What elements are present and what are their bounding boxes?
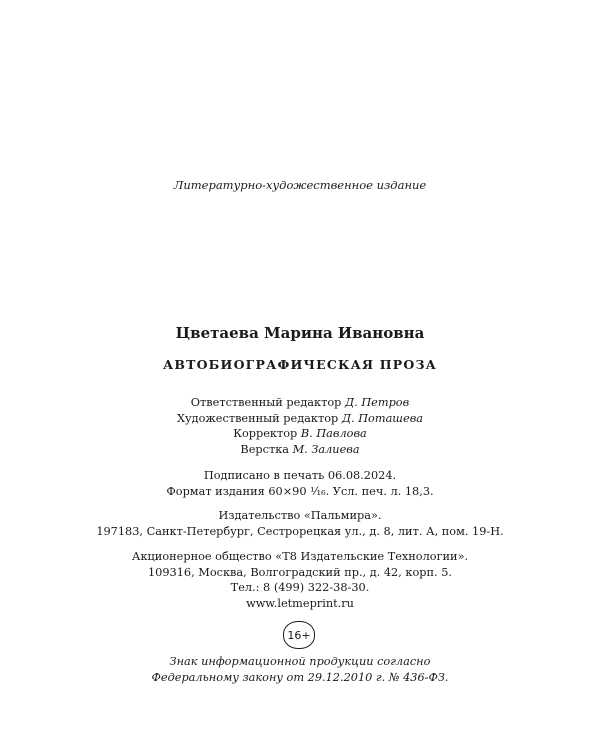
- notice-line: Знак информационной продукции согласно: [169, 655, 431, 668]
- printer-phone: Тел.: 8 (499) 322-38-30.: [230, 581, 370, 594]
- credit-line: Корректор В. Павлова: [233, 427, 367, 440]
- age-rating-badge: 16+: [283, 621, 315, 649]
- info-product-notice: [0, 654, 600, 685]
- publisher-name: Издательство «Пальмира».: [218, 509, 382, 522]
- credit-line: Верстка М. Залиева: [240, 442, 360, 456]
- author-name: Цветаева Марина Ивановна: [175, 324, 425, 342]
- printing-info: [0, 468, 600, 499]
- printer-website: www.letmeprint.ru: [246, 596, 354, 610]
- printer-address: 109316, Москва, Волгоградский пр., д. 42, корп. 5.: [147, 565, 453, 579]
- printer-name: Акционерное общество «Т8 Издательские Технологии».: [131, 550, 469, 563]
- publisher-address: 197183, Санкт-Петербург, Сестрорецкая ул., д. 8, лит. А, пом. 19-Н.: [96, 524, 504, 538]
- publisher-info: [0, 508, 600, 539]
- credits-block: [0, 395, 600, 457]
- genre-label: Литературно-художественное издание: [173, 178, 427, 192]
- printer-info: [0, 549, 600, 611]
- signed-date: Подписано в печать 06.08.2024.: [203, 469, 397, 482]
- notice-line: Федеральному закону от 29.12.2010 г. № 436-ФЗ.: [151, 670, 449, 684]
- book-title: АВТОБИОГРАФИЧЕСКАЯ ПРОЗА: [162, 357, 438, 372]
- credit-line: Художественный редактор Д. Поташева: [176, 411, 424, 425]
- print-format: Формат издания 60×90 ¹⁄₁₆. Усл. печ. л. 18,3.: [166, 484, 434, 498]
- credit-line: Ответственный редактор Д. Петров: [190, 396, 410, 409]
